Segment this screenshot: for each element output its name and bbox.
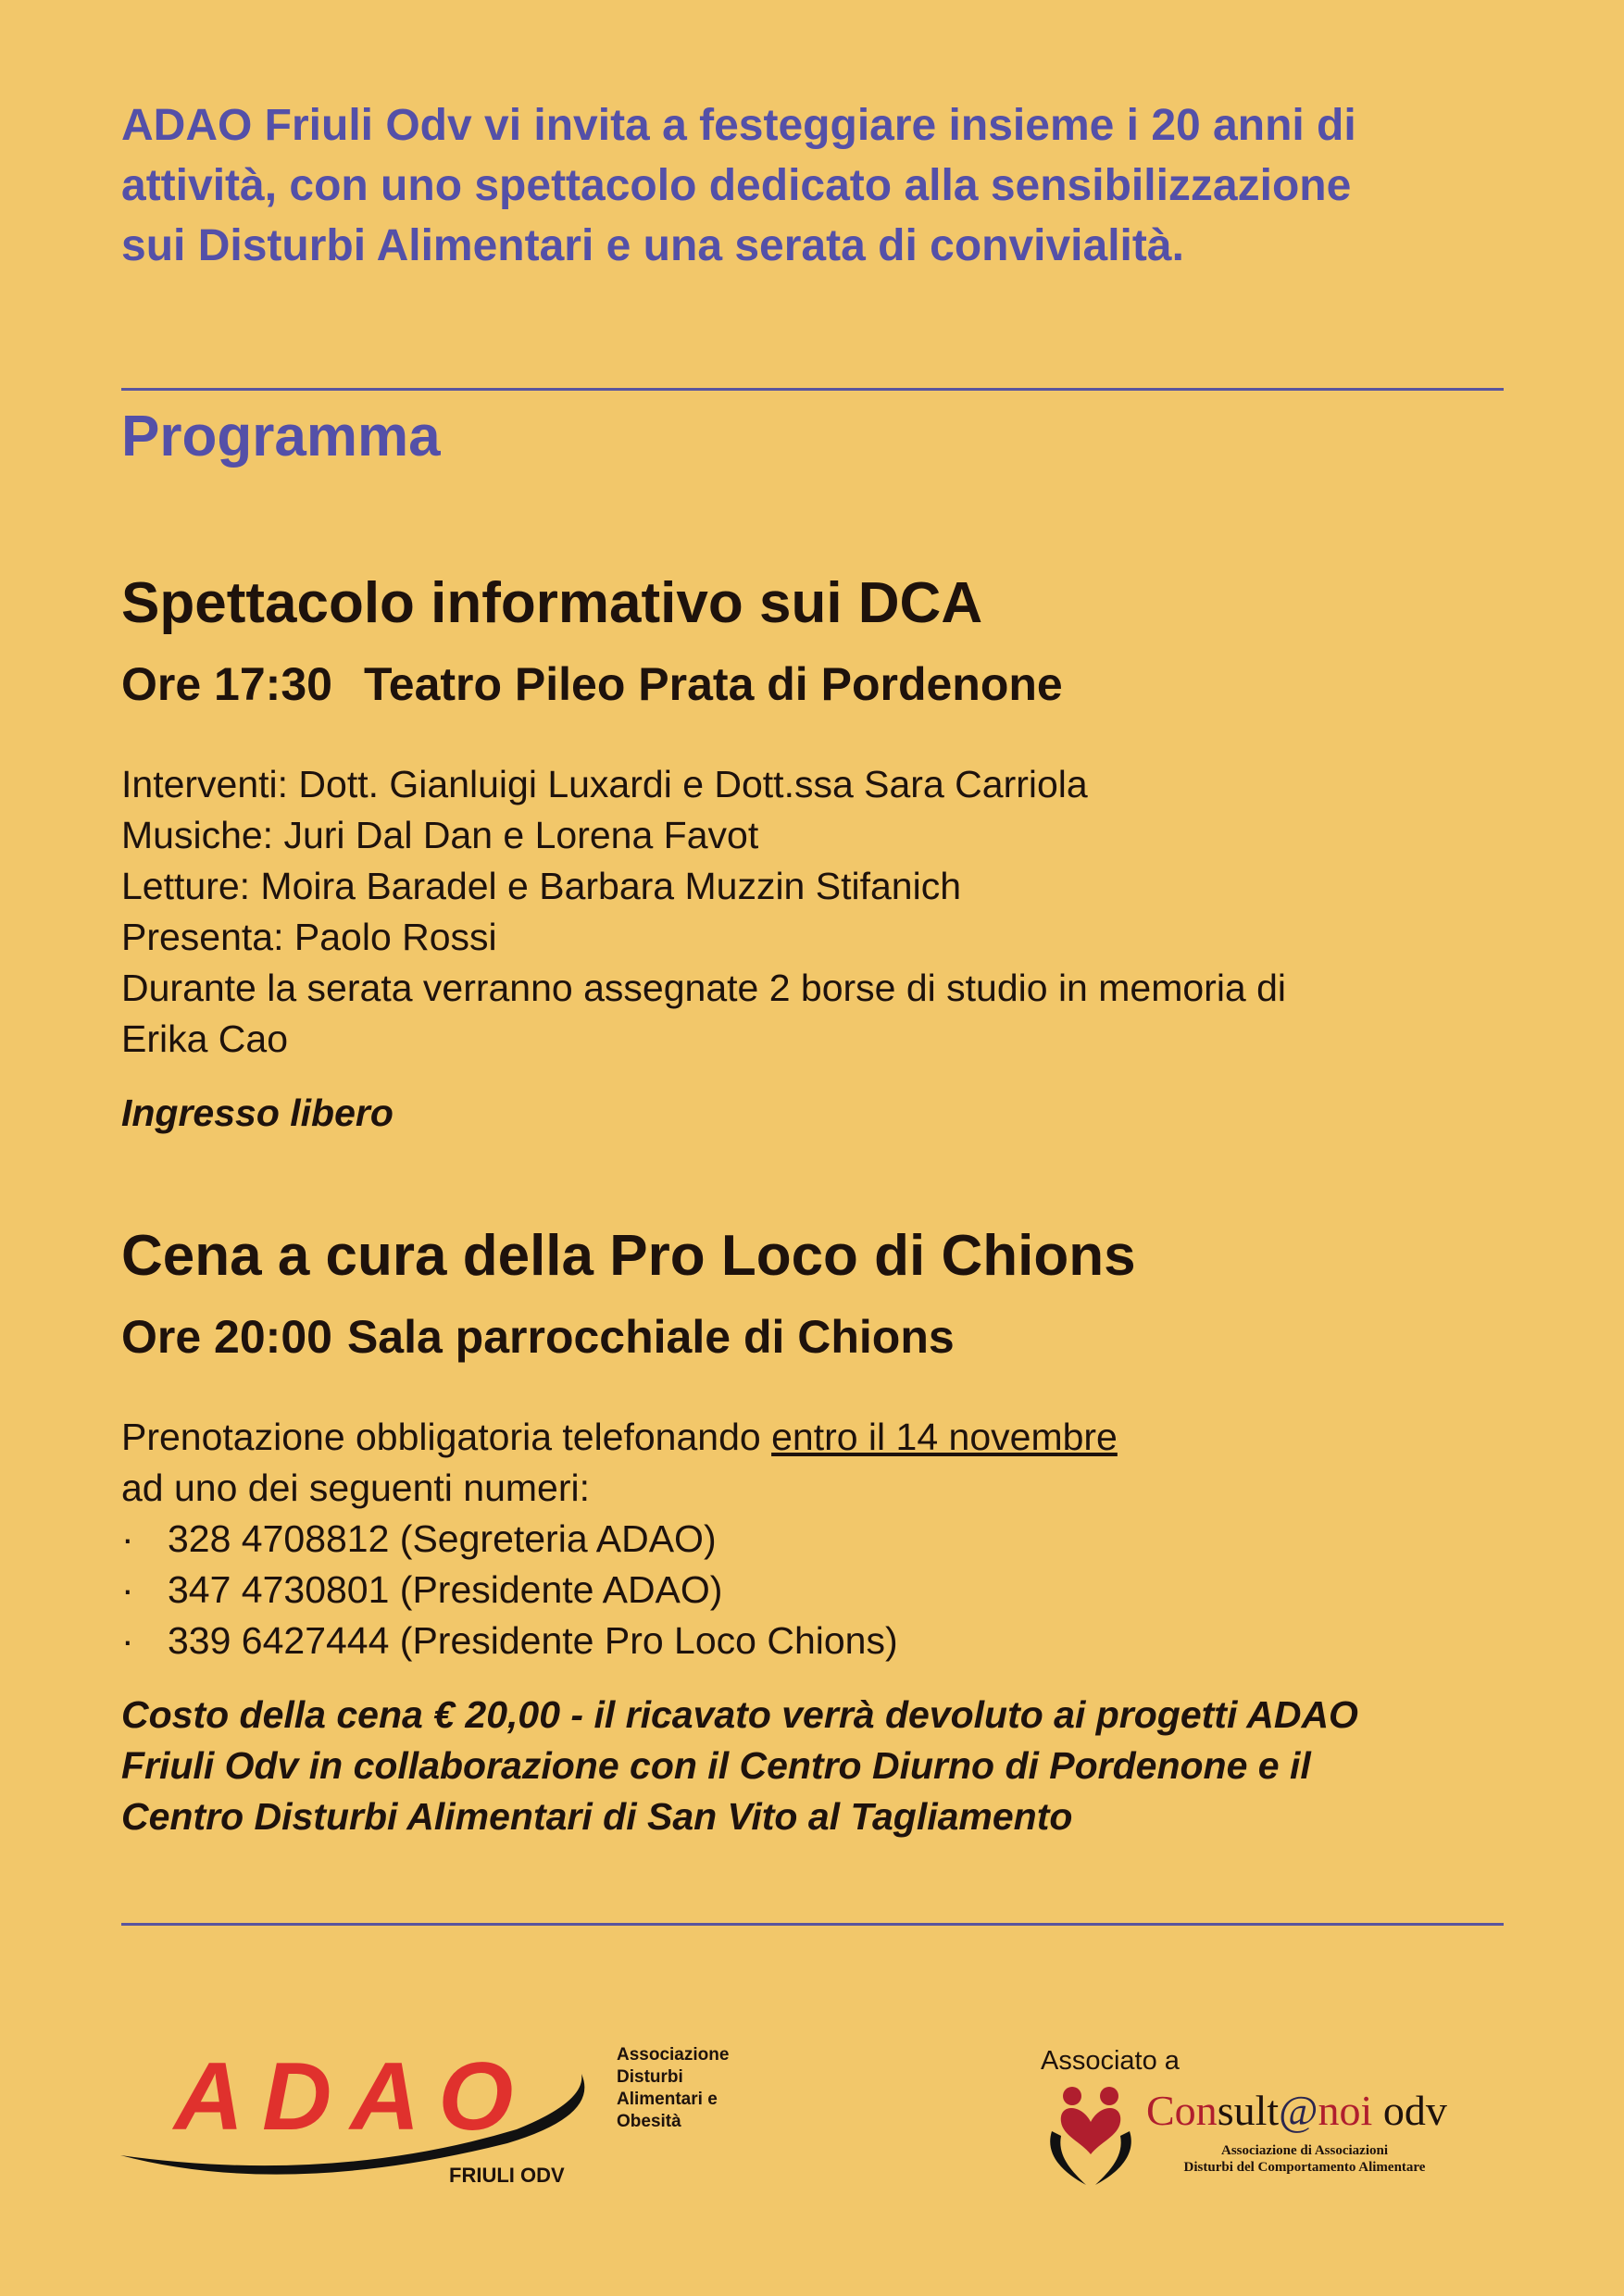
event1-venue: Teatro Pileo Prata di Pordenone xyxy=(363,658,1063,710)
bullet-dot: · xyxy=(121,1517,134,1560)
event1-detail-line: Musiche: Juri Dal Dan e Lorena Favot xyxy=(121,814,759,856)
cost-line: Centro Disturbi Alimentari di San Vito al Tagliamento xyxy=(121,1795,1073,1838)
booking-line xyxy=(121,1412,1510,1463)
event1-time: Ore 17:30 xyxy=(121,658,332,710)
adao-desc-line: Disturbi xyxy=(617,2067,683,2087)
adao-desc-line: Alimentari e xyxy=(617,2090,718,2109)
event1-note: Ingresso libero xyxy=(121,1092,394,1134)
event1-title: Spettacolo informativo sui DCA xyxy=(121,571,983,635)
cost-line: Costo della cena € 20,00 - il ricavato verrà devoluto ai progetti ADAO xyxy=(121,1693,1358,1736)
intro-line: sui Disturbi Alimentari e una serata di convivialità. xyxy=(121,221,1184,270)
programma-heading: Programma xyxy=(121,405,441,468)
bullet-dot: · xyxy=(121,1568,134,1611)
consult-name-part: noi xyxy=(1318,2087,1373,2134)
adao-logo xyxy=(119,2037,600,2194)
booking-prefix: Prenotazione obbligatoria telefonando xyxy=(121,1416,772,1458)
phone-number: 328 4708812 (Segreteria ADAO) xyxy=(168,1517,717,1560)
phone-list-item xyxy=(121,1565,1510,1616)
consult-name-part: odv xyxy=(1372,2087,1447,2134)
consult-name-part: sult xyxy=(1217,2087,1280,2134)
consult-sub-line: Disturbi del Comportamento Alimentare xyxy=(1183,2160,1426,2175)
intro-text xyxy=(121,95,1510,276)
adao-description xyxy=(617,2044,729,2133)
event1-detail-line: Erika Cao xyxy=(121,1017,289,1060)
intro-line: ADAO Friuli Odv vi invita a festeggiare insieme i 20 anni di xyxy=(121,101,1356,150)
top-divider xyxy=(121,388,1504,391)
booking-suffix: ad uno dei seguenti numeri: xyxy=(121,1466,591,1509)
booking-deadline: entro il 14 novembre xyxy=(771,1416,1118,1458)
intro-line: attività, con uno spettacolo dedicato alla sensibilizzazione xyxy=(121,161,1352,210)
bullet-dot: · xyxy=(121,1619,134,1662)
associated-label: Associato a xyxy=(1041,2046,1180,2076)
adao-desc-line: Obesità xyxy=(617,2112,681,2131)
phone-number: 347 4730801 (Presidente ADAO) xyxy=(168,1568,723,1611)
adao-logo-text: ADAO xyxy=(174,2043,532,2151)
event1-detail-line: Letture: Moira Baradel e Barbara Muzzin Stifanich xyxy=(121,865,962,907)
consult-name xyxy=(1146,2085,1447,2137)
consult-name-at: @ xyxy=(1279,2087,1318,2134)
consult-subtitle xyxy=(1161,2142,1448,2176)
consult-hearts-icon xyxy=(1044,2085,1137,2187)
event2-booking xyxy=(121,1412,1510,1666)
consult-sub-line: Associazione di Associazioni xyxy=(1220,2143,1388,2158)
event1-detail-line: Interventi: Dott. Gianluigi Luxardi e Dott.ssa Sara Carriola xyxy=(121,763,1088,805)
event2-time-venue xyxy=(121,1306,955,1367)
event1-time-venue xyxy=(121,654,1063,715)
event1-detail-line: Durante la serata verranno assegnate 2 borse di studio in memoria di xyxy=(121,967,1287,1009)
event1-detail-line: Presenta: Paolo Rossi xyxy=(121,916,497,958)
phone-list-item xyxy=(121,1514,1510,1565)
event2-time: Ore 20:00 xyxy=(121,1311,332,1363)
consult-name-part: Con xyxy=(1146,2087,1218,2134)
adao-logo-subtitle: FRIULI ODV xyxy=(449,2164,565,2187)
phone-number: 339 6427444 (Presidente Pro Loco Chions) xyxy=(168,1619,898,1662)
event2-cost xyxy=(121,1690,1510,1842)
phone-list-item xyxy=(121,1616,1510,1666)
event2-title: Cena a cura della Pro Loco di Chions xyxy=(121,1224,1136,1288)
event1-details xyxy=(121,759,1510,1065)
adao-desc-line: Associazione xyxy=(617,2045,730,2065)
cost-line: Friuli Odv in collaborazione con il Centro Diurno di Pordenone e il xyxy=(121,1744,1311,1787)
bottom-divider xyxy=(121,1923,1504,1926)
event2-venue: Sala parrocchiale di Chions xyxy=(346,1311,955,1363)
